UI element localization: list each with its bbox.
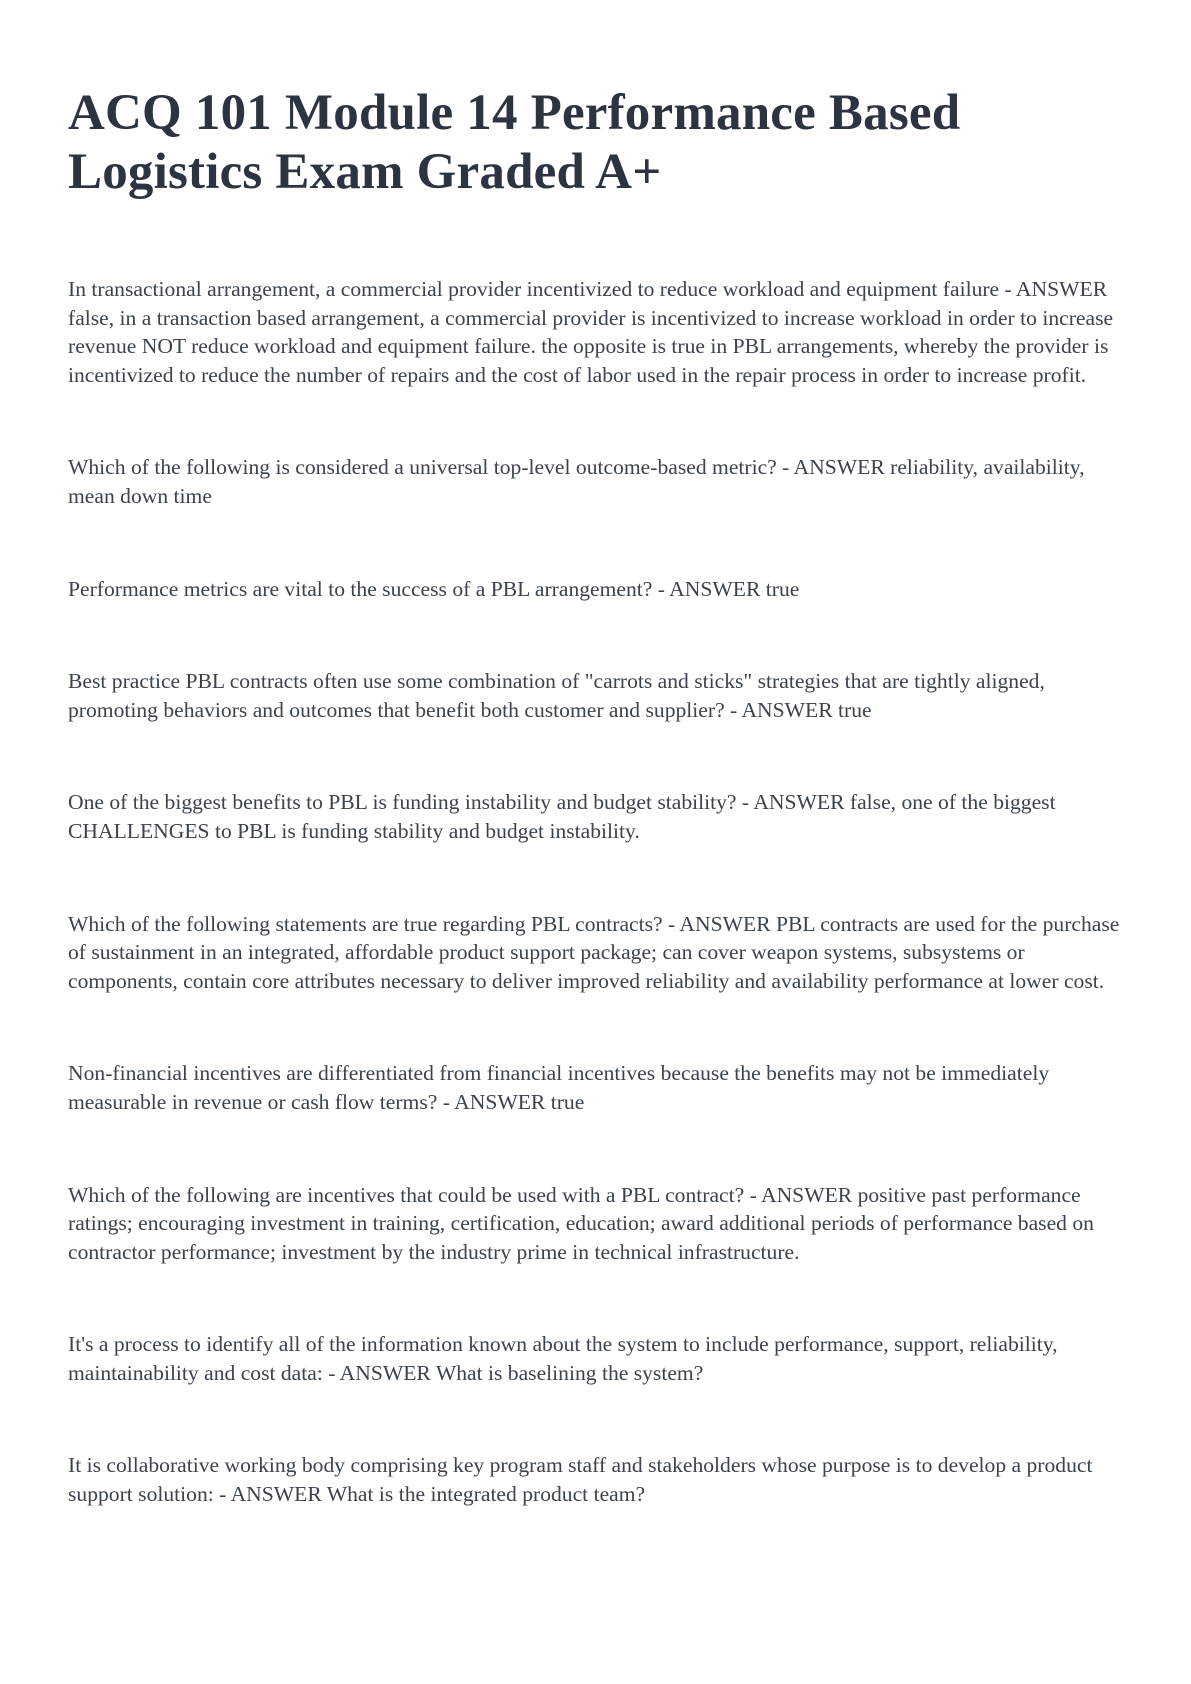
qa-item: It is collaborative working body comprising key program staff and stakeholders whose purpose is to develop a product support solution: - ANSWER What is the integrated product team? xyxy=(68,1453,1093,1507)
qa-item: Non-financial incentives are differentiated from financial incentives because the benefits may not be immediately measurable in revenue or cash flow terms? - ANSWER true xyxy=(68,1061,1050,1114)
qa-item: Best practice PBL contracts often use some combination of "carrots and sticks" strategies that are tightly aligned, promoting behaviors and outcomes that benefit both customer and supplier? - ANSWER true xyxy=(68,669,1045,722)
document-page xyxy=(68,84,1128,1573)
qa-item: One of the biggest benefits to PBL is funding instability and budget stability? - ANSWER false, one of the biggest CHALLENGES to PBL is funding stability and budget instability. xyxy=(68,790,1056,843)
qa-item: Performance metrics are vital to the success of a PBL arrangement? - ANSWER true xyxy=(68,576,800,601)
document-title: ACQ 101 Module 14 Performance Based Logistics Exam Graded A+ xyxy=(68,85,961,200)
qa-list xyxy=(68,275,1128,1509)
qa-item: It's a process to identify all of the information known about the system to include performance, support, reliability, maintainability and cost data: - ANSWER What is baselining the system? xyxy=(68,1332,1058,1385)
qa-item: Which of the following is considered a universal top-level outcome-based metric? - ANSWER reliability, availability, mean down time xyxy=(68,455,1085,508)
qa-item: In transactional arrangement, a commercial provider incentivized to reduce workload and equipment failure - ANSWER false, in a transaction based arrangement, a commercial provider is incentivized to increase workload in order to increase revenue NOT reduce workload and equipment failure. the opposite is true in PBL arrangements, whereby the provider is incentivized to reduce the number of repairs and the cost of labor used in the repair process in order to increase profit. xyxy=(68,277,1114,387)
qa-item: Which of the following statements are true regarding PBL contracts? - ANSWER PBL contracts are used for the purchase of sustainment in an integrated, affordable product support package; can cover weapon systems, subsystems or components, contain core attributes necessary to deliver improved reliability and availability performance at lower cost. xyxy=(68,911,1120,993)
qa-item: Which of the following are incentives that could be used with a PBL contract? - ANSWER positive past performance ratings; encouraging investment in training, certification, education; award additional periods of performance based on contractor performance; investment by the industry prime in technical infrastructure. xyxy=(68,1182,1094,1264)
